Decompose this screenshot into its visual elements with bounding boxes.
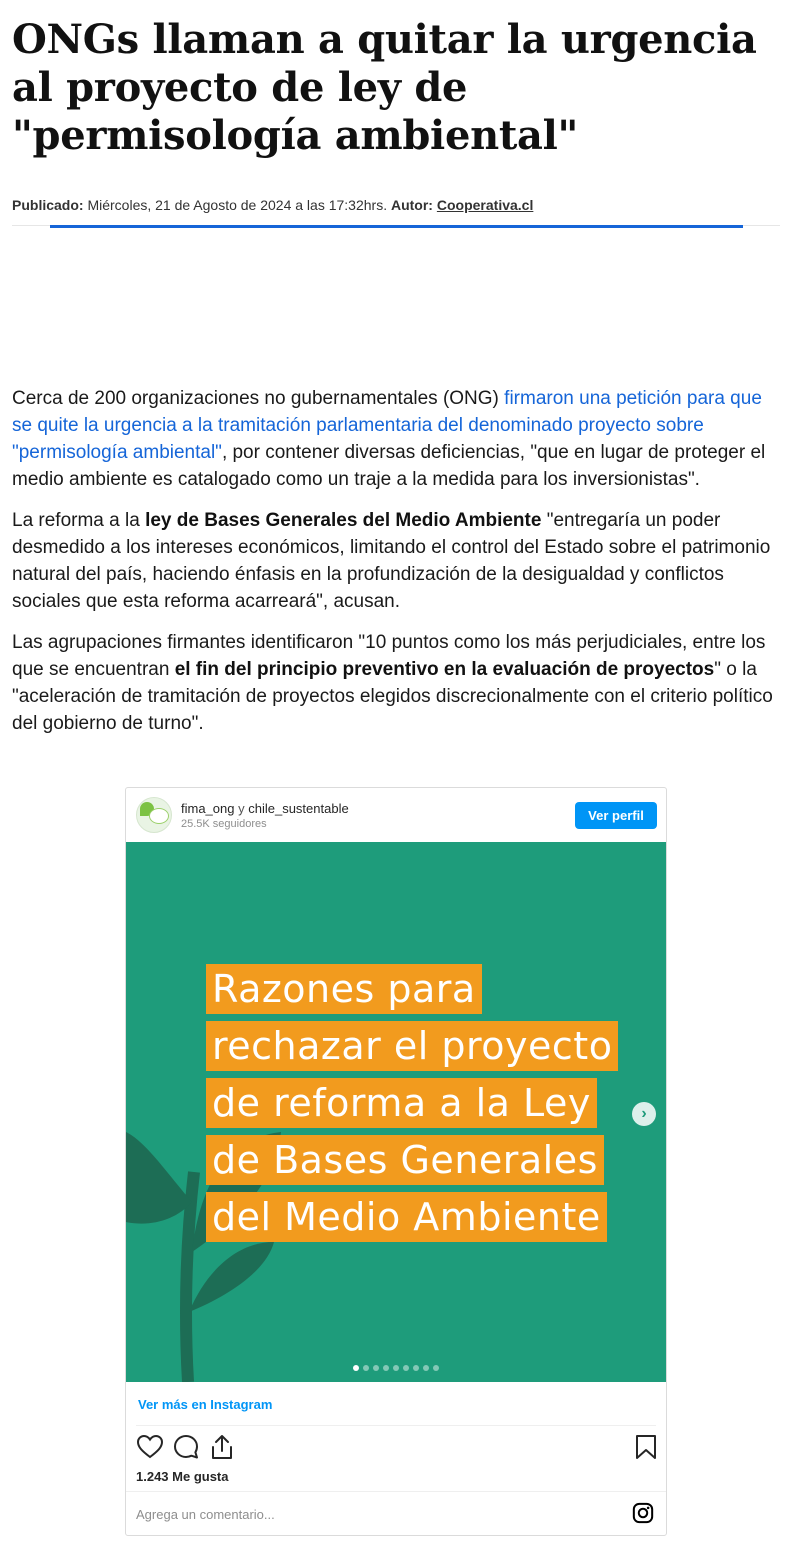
- carousel-dot: [433, 1365, 439, 1371]
- view-profile-button[interactable]: Ver perfil: [575, 802, 657, 829]
- heart-icon[interactable]: [136, 1433, 164, 1461]
- carousel-dots: [353, 1358, 443, 1366]
- slide-line-2: rechazar el proyecto: [206, 1021, 618, 1071]
- petition-link[interactable]: firmaron una petición para que se quite la urgencia a la tramitación parlamentaria del denominado proyecto sobre "permisología ambiental": [12, 388, 762, 463]
- profile-avatar[interactable]: [136, 797, 172, 833]
- paragraph-2: [12, 507, 782, 615]
- article-body: [12, 385, 782, 751]
- username-primary[interactable]: fima_ong: [181, 801, 235, 816]
- follower-count: 25.5K seguidores: [181, 818, 267, 830]
- instagram-embed: [125, 787, 667, 1536]
- carousel-dot: [423, 1365, 429, 1371]
- instagram-usernames: [181, 801, 349, 816]
- article-headline: ONGs llaman a quitar la urgencia al proyecto de ley de "permisología ambiental": [12, 16, 757, 159]
- header-accent-bar: [50, 225, 743, 228]
- p1-tail: , por contener diversas deficiencias, "que en lugar de proteger el medio ambiente es catalogado como un traje a la medida para los inversionistas".: [12, 442, 766, 490]
- published-label: Publicado:: [12, 197, 84, 213]
- carousel-dot: [413, 1365, 419, 1371]
- carousel-dot: [383, 1365, 389, 1371]
- instagram-slide[interactable]: [126, 842, 666, 1382]
- chevron-right-icon[interactable]: ›: [632, 1102, 656, 1126]
- slide-line-5: del Medio Ambiente: [206, 1192, 607, 1242]
- carousel-dot: [373, 1365, 379, 1371]
- author-label: Autor:: [390, 197, 433, 213]
- p2-tail: "entregaría un poder desmedido a los intereses económicos, limitando el control del Estado sobre el patrimonio natural del país, haciendo énfasis en la profundización de la desigualdad y conflictos sociales que esta reforma acarreará", acusan.: [12, 510, 771, 612]
- like-count: 1.243 Me gusta: [136, 1469, 229, 1484]
- instagram-logo-icon[interactable]: [632, 1502, 654, 1524]
- author-link[interactable]: Cooperativa.cl: [436, 197, 534, 213]
- carousel-dot: [353, 1365, 359, 1371]
- p3-tail: " o la "aceleración de tramitación de proyectos elegidos discrecionalmente con el criterio político del gobierno de turno".: [12, 659, 773, 734]
- instagram-header: [126, 788, 666, 842]
- username-secondary[interactable]: chile_sustentable: [248, 801, 349, 816]
- published-date: Miércoles, 21 de Agosto de 2024 a las 17:32hrs.: [87, 197, 388, 213]
- paragraph-1: [12, 385, 782, 493]
- avatar-cloud-icon: [149, 808, 169, 824]
- view-more-link[interactable]: Ver más en Instagram: [138, 1397, 273, 1412]
- p1-text: Cerca de 200 organizaciones no gubernamentales (ONG): [12, 388, 505, 409]
- share-icon[interactable]: [208, 1433, 236, 1461]
- p3-text: Las agrupaciones firmantes identificaron "10 puntos como los más perjudiciales, entre los que se encuentran: [12, 632, 766, 680]
- slide-line-4: de Bases Generales: [206, 1135, 604, 1185]
- actions-divider: [136, 1425, 656, 1426]
- bookmark-icon[interactable]: [632, 1433, 660, 1461]
- carousel-dot: [403, 1365, 409, 1371]
- p2-text: La reforma a la: [12, 510, 146, 531]
- comment-input[interactable]: Agrega un comentario...: [136, 1507, 275, 1522]
- carousel-dot: [363, 1365, 369, 1371]
- paragraph-3: [12, 629, 782, 737]
- comment-icon[interactable]: [172, 1433, 200, 1461]
- slide-text-block: [206, 964, 618, 1249]
- username-joiner: y: [238, 801, 245, 816]
- slide-line-3: de reforma a la Ley: [206, 1078, 597, 1128]
- ad-placeholder: [12, 240, 780, 370]
- instagram-actions: [136, 1433, 656, 1463]
- slide-line-1: Razones para: [206, 964, 482, 1014]
- comment-divider: [126, 1491, 666, 1492]
- p3-bold: el fin del principio preventivo en la evaluación de proyectos: [174, 659, 715, 680]
- article-meta: [12, 197, 533, 213]
- p2-bold: ley de Bases Generales del Medio Ambiente: [145, 510, 542, 531]
- carousel-dot: [393, 1365, 399, 1371]
